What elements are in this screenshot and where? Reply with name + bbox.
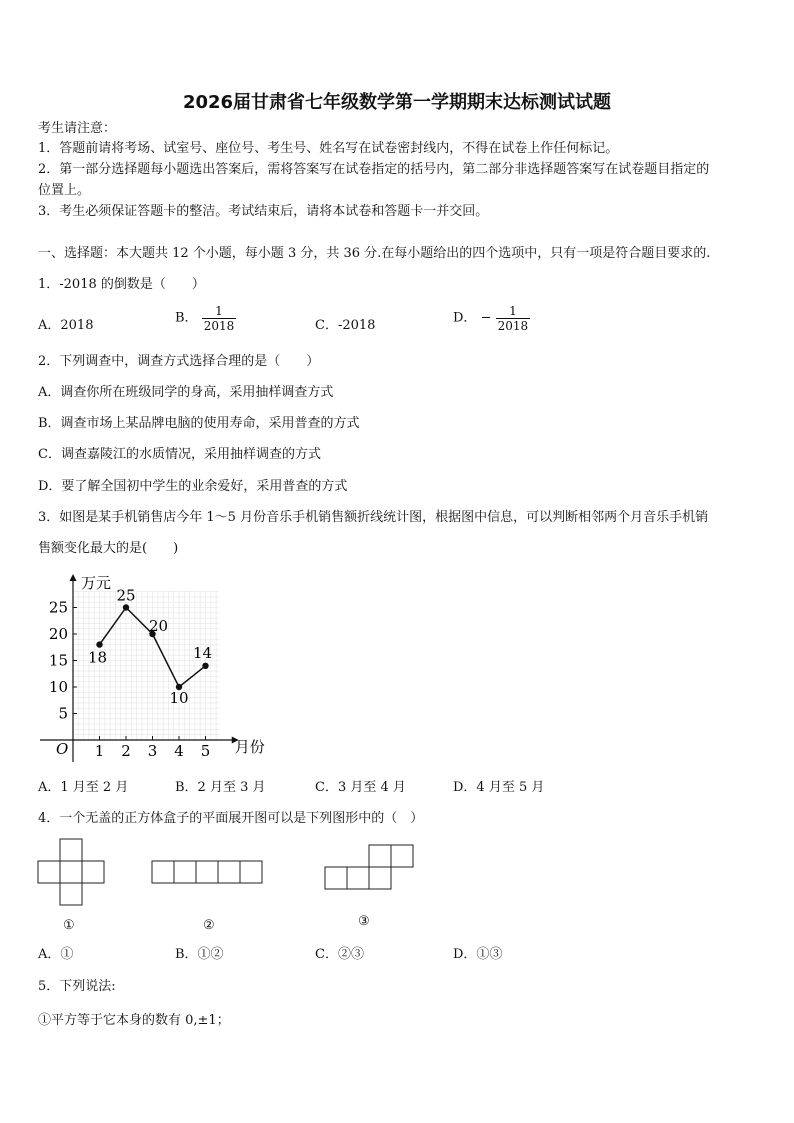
y-tick-label: 20 xyxy=(48,625,68,643)
data-point xyxy=(123,604,129,610)
notice-item-3: 3．考生必须保证答题卡的整洁。考试结束后，请将本试卷和答题卡一并交回。 xyxy=(38,204,489,219)
q1-option-d-sign: − xyxy=(480,310,492,326)
data-label: 18 xyxy=(87,648,108,667)
q1-option-b-numerator: 1 xyxy=(202,304,237,319)
x-tick-label: 3 xyxy=(147,742,158,760)
q3-option-b: B．2 月至 3 月 xyxy=(175,780,266,795)
data-point xyxy=(96,641,102,647)
sales-line-chart xyxy=(36,570,266,770)
q1-option-b-label: B． xyxy=(175,310,198,326)
origin-label: O xyxy=(56,740,69,758)
q1-option-a: A．2018 xyxy=(38,318,94,333)
data-label: 10 xyxy=(169,689,189,707)
notice-heading: 考生请注意： xyxy=(38,121,117,136)
q3-stem-line1: 3．如图是某手机销售店今年 1～5 月份音乐手机销售额折线统计图，根据图中信息，可以判断相邻两个月音乐手机销 xyxy=(38,510,709,525)
q2-option-c: C．调查嘉陵江的水质情况，采用抽样调查的方式 xyxy=(38,447,321,462)
q1-option-b-fraction xyxy=(202,304,237,333)
q4-option-d: D．①③ xyxy=(453,947,503,962)
q1-option-d-fraction xyxy=(496,304,531,333)
net-figure-2 xyxy=(152,861,262,883)
section-heading: 一、选择题：本大题共 12 个小题，每小题 3 分，共 36 分.在每小题给出的四个选项中，只有一项是符合题目要求的. xyxy=(38,246,711,261)
y-tick-label: 5 xyxy=(58,704,68,723)
q2-stem: 2．下列调查中，调查方式选择合理的是（ ） xyxy=(38,354,320,369)
q1-option-b xyxy=(175,304,236,333)
page-title: 2026届甘肃省七年级数学第一学期期末达标测试试题 xyxy=(182,92,612,113)
x-tick-label: 5 xyxy=(200,742,211,760)
x-tick-label: 1 xyxy=(94,742,105,760)
q5-stem: 5．下列说法: xyxy=(38,979,116,994)
q1-stem: 1．-2018 的倒数是（ ） xyxy=(38,277,205,292)
net-figure-1-label: ① xyxy=(63,918,75,933)
y-axis-label: 万元 xyxy=(81,574,112,592)
data-label: 14 xyxy=(192,643,213,662)
q4-stem: 4．一个无盖的正方体盒子的平面展开图可以是下列图形中的（ ） xyxy=(38,811,424,826)
q1-option-d xyxy=(453,304,530,333)
net-figure-2-label: ② xyxy=(203,918,215,933)
q2-option-b: B．调查市场上某品牌电脑的使用寿命，采用普查的方式 xyxy=(38,416,360,431)
q1-option-d-label: D． xyxy=(453,310,477,326)
net-figure-3-label: ③ xyxy=(358,914,370,929)
q2-option-a: A．调查你所在班级同学的身高，采用抽样调查方式 xyxy=(38,385,334,400)
net-figure-3 xyxy=(325,845,413,889)
notice-item-2-cont: 位置上。 xyxy=(38,183,91,198)
q4-option-a: A．① xyxy=(38,947,74,962)
q4-option-c: C．②③ xyxy=(315,947,364,962)
q4-option-b: B．①② xyxy=(175,947,224,962)
x-tick-label: 2 xyxy=(121,742,131,760)
x-tick-label: 4 xyxy=(174,742,184,760)
data-label: 25 xyxy=(116,586,136,605)
notice-item-1: 1．答题前请将考场、试室号、座位号、考生号、姓名写在试卷密封线内，不得在试卷上作任何标记。 xyxy=(38,141,619,156)
q3-stem-line2: 售额变化最大的是( ) xyxy=(38,541,179,556)
q1-option-d-denominator: 2018 xyxy=(497,319,529,333)
q5-item-1: ①平方等于它本身的数有 0,±1； xyxy=(38,1013,230,1028)
q3-option-a: A．1 月至 2 月 xyxy=(38,780,129,795)
x-axis-label: 月份 xyxy=(234,738,265,756)
net-figure-1 xyxy=(38,839,104,905)
data-label: 20 xyxy=(148,617,169,635)
y-tick-label: 25 xyxy=(48,598,68,617)
q2-option-d: D．要了解全国初中学生的业余爱好，采用普查的方式 xyxy=(38,479,348,494)
y-tick-label: 10 xyxy=(48,678,68,696)
q3-option-d: D．4 月至 5 月 xyxy=(453,780,545,795)
q1-option-b-denominator: 2018 xyxy=(203,319,235,333)
y-tick-label: 15 xyxy=(48,651,68,670)
q1-option-d-numerator: 1 xyxy=(496,304,531,319)
q1-option-c: C．-2018 xyxy=(315,318,376,333)
data-point xyxy=(202,663,208,669)
notice-item-2: 2．第一部分选择题每小题选出答案后，需将答案写在试卷指定的括号内，第二部分非选择题答案写在试卷题目指定的 xyxy=(38,162,710,177)
q3-option-c: C．3 月至 4 月 xyxy=(315,780,406,795)
